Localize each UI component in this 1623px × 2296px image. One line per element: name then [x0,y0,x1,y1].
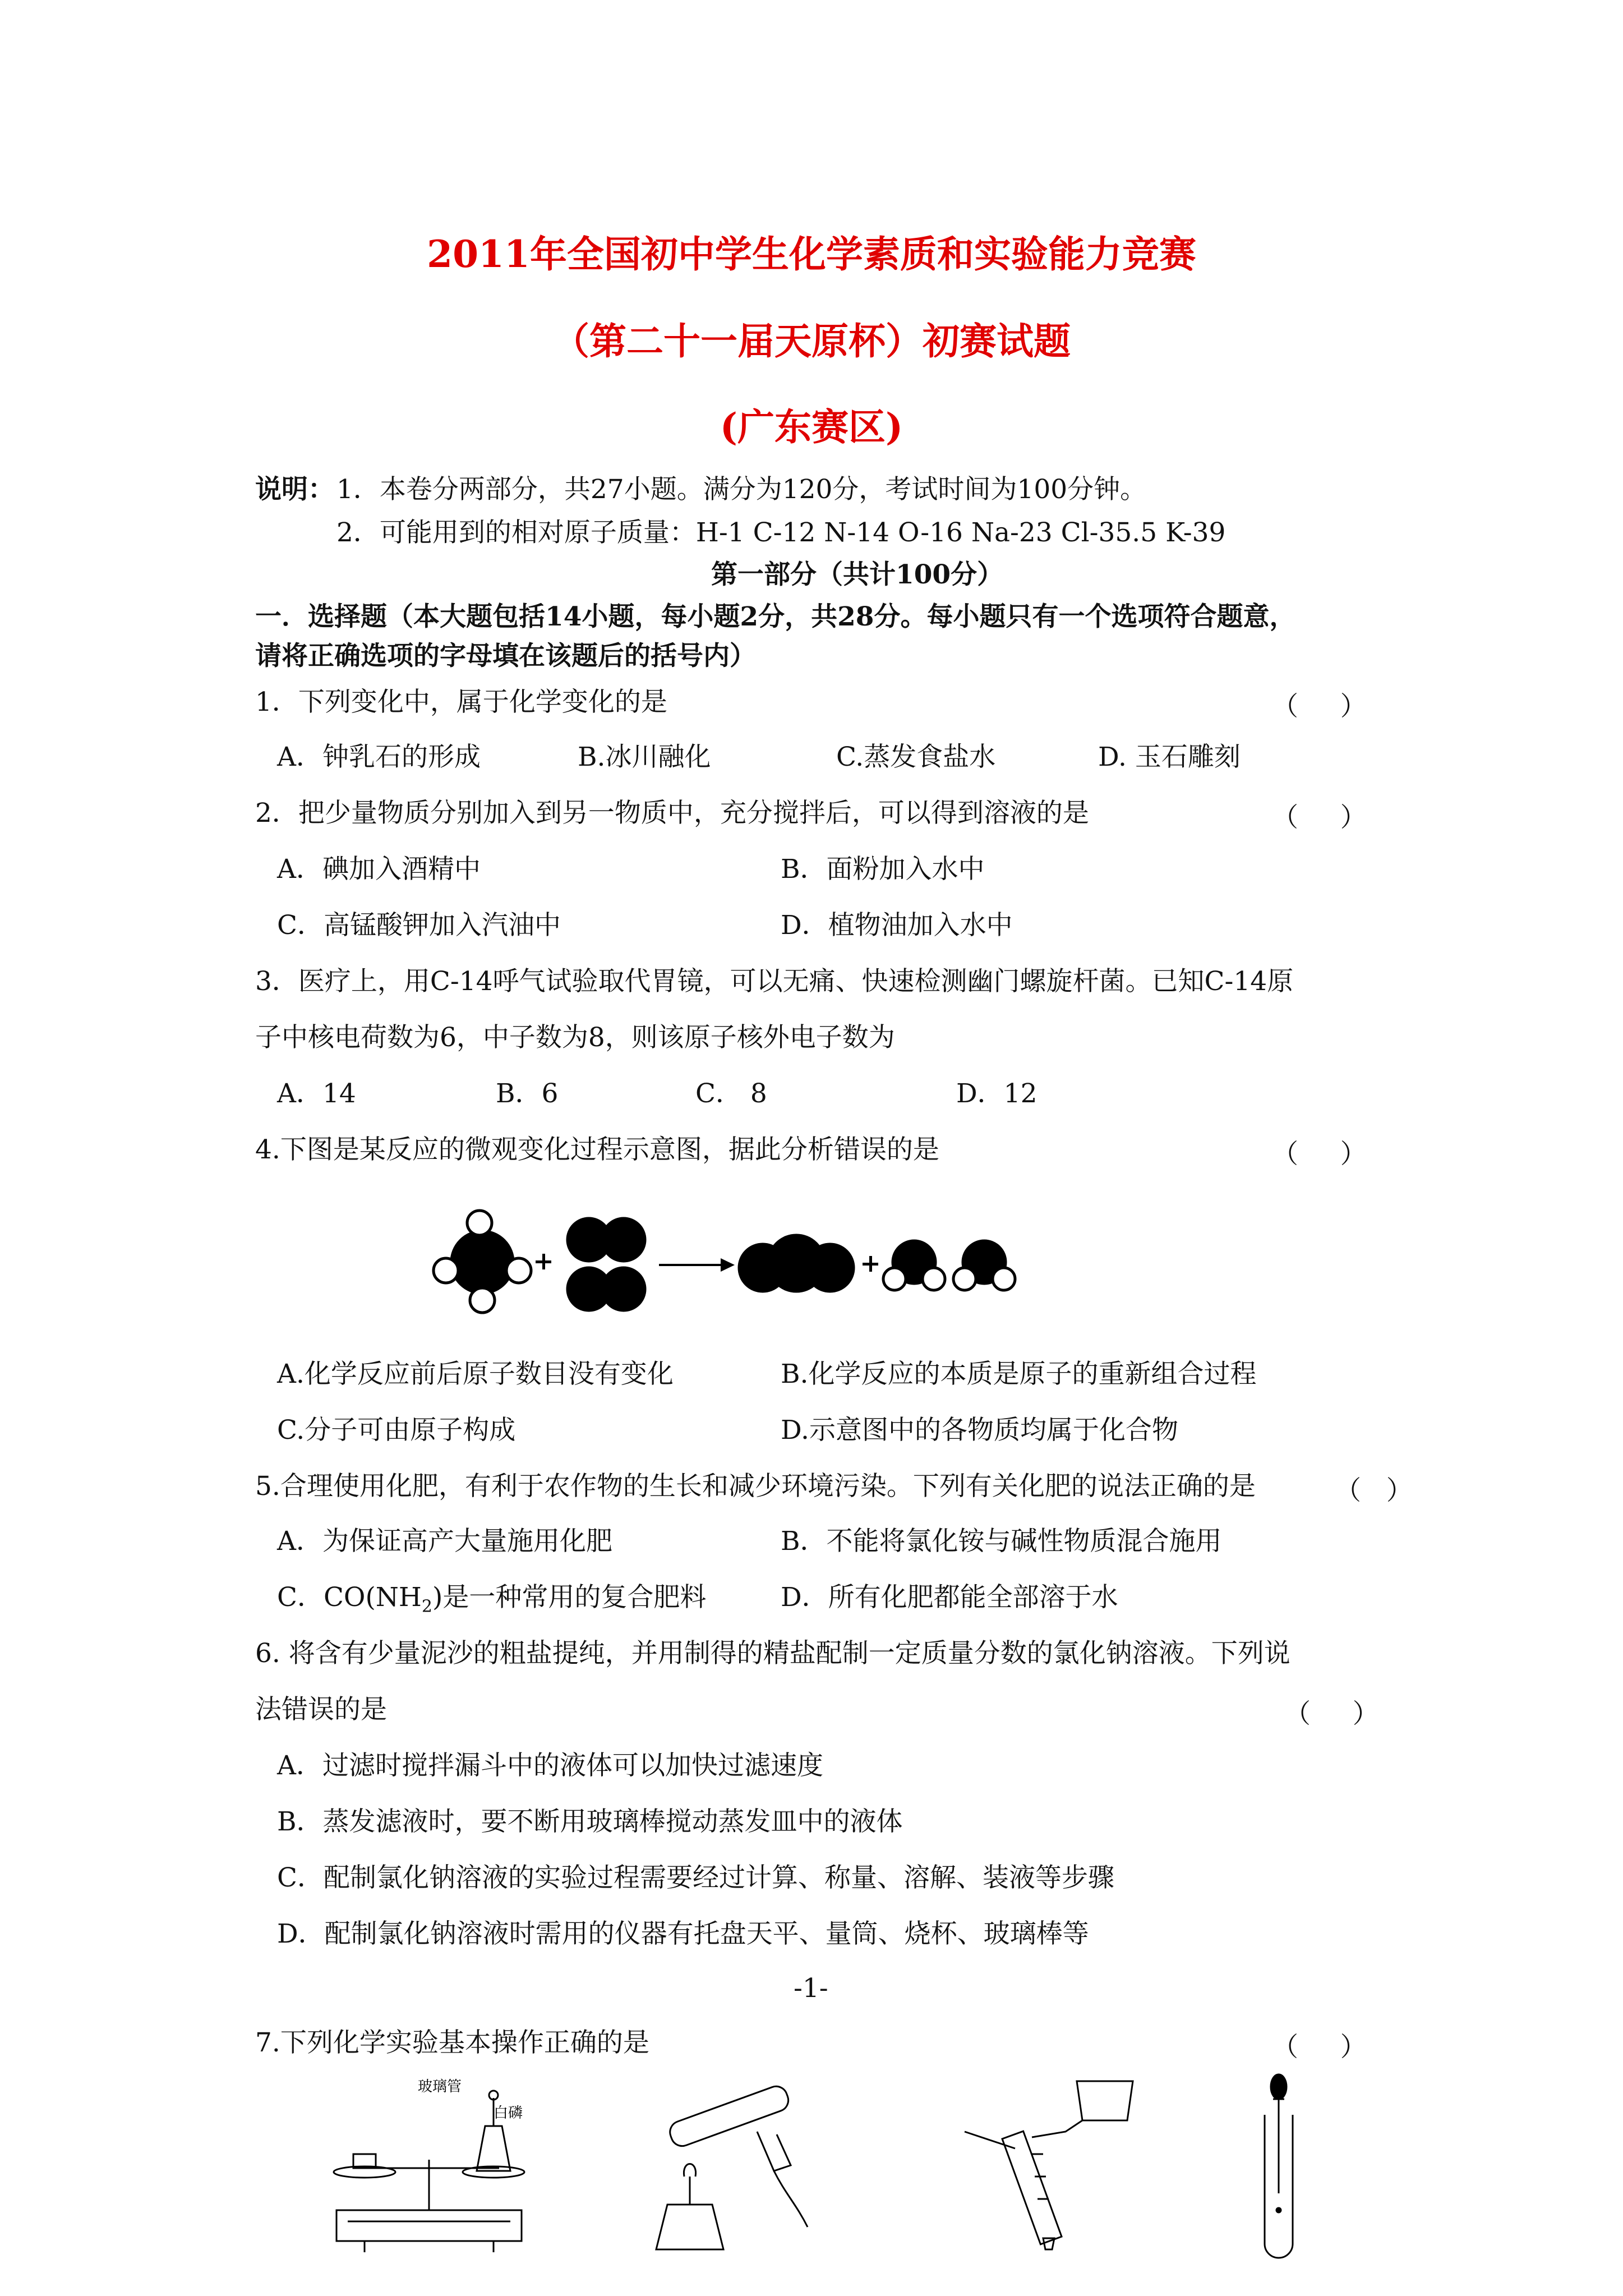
q3-stem-line1: 3．医疗上，用C-14呼气试验取代胃镜，可以无痛、快速检测幽门螺旋杆菌。已知C-14原 [255,966,1294,997]
q6-stem-line2: 法错误的是 [255,1694,387,1725]
q2-stem: 2．把少量物质分别加入到另一物质中，充分搅拌后，可以得到溶液的是 [255,798,1089,829]
q7-figure-heating-tube [645,2081,836,2261]
section-title-line2: 请将正确选项的字母填在该题后的括号内） [255,641,756,671]
q2-option-a: A．碘加入酒精中 [277,854,481,885]
q1-option-d: D. 玉石雕刻 [1098,742,1241,772]
label-white-phosphorus: 白磷 [494,2105,523,2121]
q3-option-c: C． 8 [695,1078,767,1109]
q7-figure-balance [325,2076,533,2261]
q5-option-a: A．为保证高产大量施用化肥 [277,1526,612,1557]
q5-option-c-text: 是一种常用的复合肥料 [442,1582,707,1613]
part-heading: 第一部分（共计100分） [711,559,1004,590]
q4-option-c: C.分子可由原子构成 [277,1415,516,1446]
q6-stem-line1: 6. 将含有少量泥沙的粗盐提纯，并用制得的精盐配制一定质量分数的氯化钠溶液。下列说 [255,1638,1290,1669]
q5-option-c-formula-end: ) [432,1582,443,1613]
q4-stem: 4.下图是某反应的微观变化过程示意图，据此分析错误的是 [255,1134,939,1165]
q6-option-c: C．配制氯化钠溶液的实验过程需要经过计算、称量、溶解、装液等步骤 [277,1862,1114,1893]
q7-figure-dropper [1245,2070,1312,2261]
q1-option-b: B.冰川融化 [578,742,711,772]
q4-answer-blank[interactable]: （ ） [1272,1139,1367,1170]
q6-option-a: A．过滤时搅拌漏斗中的液体可以加快过滤速度 [277,1750,823,1781]
q5-option-b: B．不能将氯化铵与碱性物质混合施用 [781,1526,1222,1557]
q2-option-c: C．高锰酸钾加入汽油中 [277,910,561,941]
q1-option-c: C.蒸发食盐水 [836,742,996,772]
q2-option-d: D．植物油加入水中 [781,910,1013,941]
q4-option-d: D.示意图中的各物质均属于化合物 [781,1415,1178,1446]
reaction-diagram [432,1206,1038,1324]
q3-option-d: D．12 [956,1078,1038,1109]
q5-option-c-subscript: 2 [421,1596,432,1617]
q5-option-c [277,1581,706,1623]
q1-option-a: A．钟乳石的形成 [277,742,481,772]
q3-stem-line2: 子中核电荷数为6，中子数为8，则该原子核外电子数为 [255,1022,895,1053]
q5-option-c-formula: C．CO(NH [277,1582,422,1613]
q7-stem: 7.下列化学实验基本操作正确的是 [255,2027,649,2058]
q5-option-d: D．所有化肥都能全部溶于水 [781,1582,1118,1613]
q4-option-b: B.化学反应的本质是原子的重新组合过程 [781,1359,1257,1389]
q6-option-b: B．蒸发滤液时，要不断用玻璃棒搅动蒸发皿中的液体 [277,1806,903,1837]
q5-answer-blank[interactable]: （ ） [1335,1475,1413,1506]
exam-title-line2: （第二十一届天原杯）初赛试题 [552,319,1071,363]
q4-option-a: A.化学反应前后原子数目没有变化 [277,1359,674,1389]
exam-title-line1: 2011年全国初中学生化学素质和实验能力竞赛 [427,232,1196,276]
q1-stem: 1．下列变化中，属于化学变化的是 [255,687,667,717]
q5-stem: 5.合理使用化肥，有利于农作物的生长和减少环境污染。下列有关化肥的说法正确的是 [255,1471,1256,1502]
exam-title-line3: (广东赛区) [720,405,903,449]
q3-option-a: A．14 [277,1078,356,1109]
notes-label: 说明： [255,474,334,505]
page-number: -1- [794,1973,828,2004]
q2-answer-blank[interactable]: （ ） [1272,802,1367,833]
q2-option-b: B．面粉加入水中 [781,854,985,885]
q1-answer-blank[interactable]: （ ） [1272,691,1367,722]
section-title-line1: 一．选择题（本大题包括14小题，每小题2分，共28分。每小题只有一个选项符合题意， [255,601,1296,632]
q6-option-d: D．配制氯化钠溶液时需用的仪器有托盘天平、量筒、烧杯、玻璃棒等 [277,1918,1089,1949]
q7-figure-cylinder [953,2070,1144,2261]
q6-answer-blank[interactable]: （ ） [1284,1699,1379,1729]
note-1: 1．本卷分两部分，共27小题。满分为120分，考试时间为100分钟。 [336,474,1147,505]
q7-figure-labels [418,2078,523,2121]
q3-option-b: B．6 [496,1078,559,1109]
note-2: 2．可能用到的相对原子质量：H-1 C-12 N-14 O-16 Na-23 Cl-35.5 K-39 [336,517,1226,548]
q7-answer-blank[interactable]: （ ） [1272,2032,1367,2063]
label-glass-tube: 玻璃管 [418,2078,462,2095]
